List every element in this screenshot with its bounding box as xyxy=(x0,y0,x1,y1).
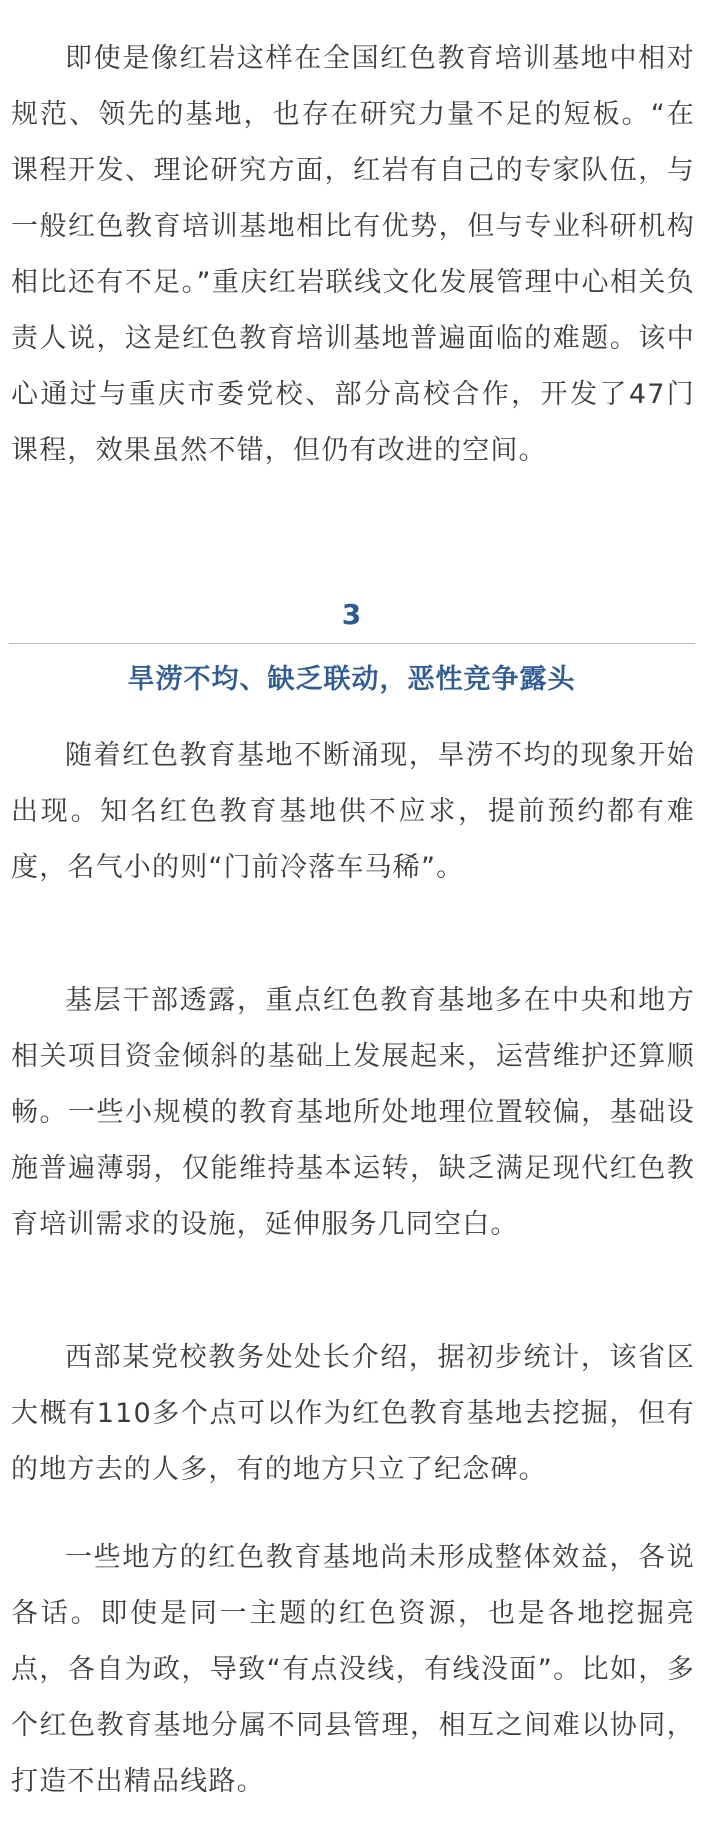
section-divider xyxy=(9,643,695,644)
paragraph-grassroots-cadres: 基层干部透露，重点红色教育基地多在中央和地方相关项目资金倾斜的基础上发展起来，运营维护还算顺畅。一些小规模的教育基地所处地理位置较偏，基础设施普遍薄弱，仅能维持基本运转，缺乏满足现代红色教育培训需求的设施，延伸服务几同空白。 xyxy=(11,985,695,1240)
paragraph-western-party-school: 西部某党校教务处处长介绍，据初步统计，该省区大概有110多个点可以作为红色教育基地去挖掘，但有的地方去的人多，有的地方只立了纪念碑。 xyxy=(11,1342,695,1485)
section-number: 3 xyxy=(341,598,362,631)
paragraph-research-shortage: 即使是像红岩这样在全国红色教育培训基地中相对规范、领先的基地，也存在研究力量不足的短板。“在课程开发、理论研究方面，红岩有自己的专家队伍，与一般红色教育培训基地相比有优势，但与专业科研机构相比还有不足。”重庆红岩联线文化发展管理中心相关负责人说，这是红色教育培训基地普遍面临的难题。该中心通过与重庆市委党校、部分高校合作，开发了47门课程，效果虽然不错，但仍有改进的空间。 xyxy=(11,43,695,466)
paragraph-uneven-development: 随着红色教育基地不断涌现，旱涝不均的现象开始出现。知名红色教育基地供不应求，提前预约都有难度，名气小的则“门前冷落车马稀”。 xyxy=(11,740,695,883)
section-heading: 旱涝不均、缺乏联动，恶性竞争露头 xyxy=(127,664,576,695)
paragraph-lack-of-coordination: 一些地方的红色教育基地尚未形成整体效益，各说各话。即使是同一主题的红色资源，也是各地挖掘亮点，各自为政，导致“有点没线，有线没面”。比如，多个红色教育基地分属不同县管理，相互之间难以协同，打造不出精品线路。 xyxy=(11,1542,695,1797)
